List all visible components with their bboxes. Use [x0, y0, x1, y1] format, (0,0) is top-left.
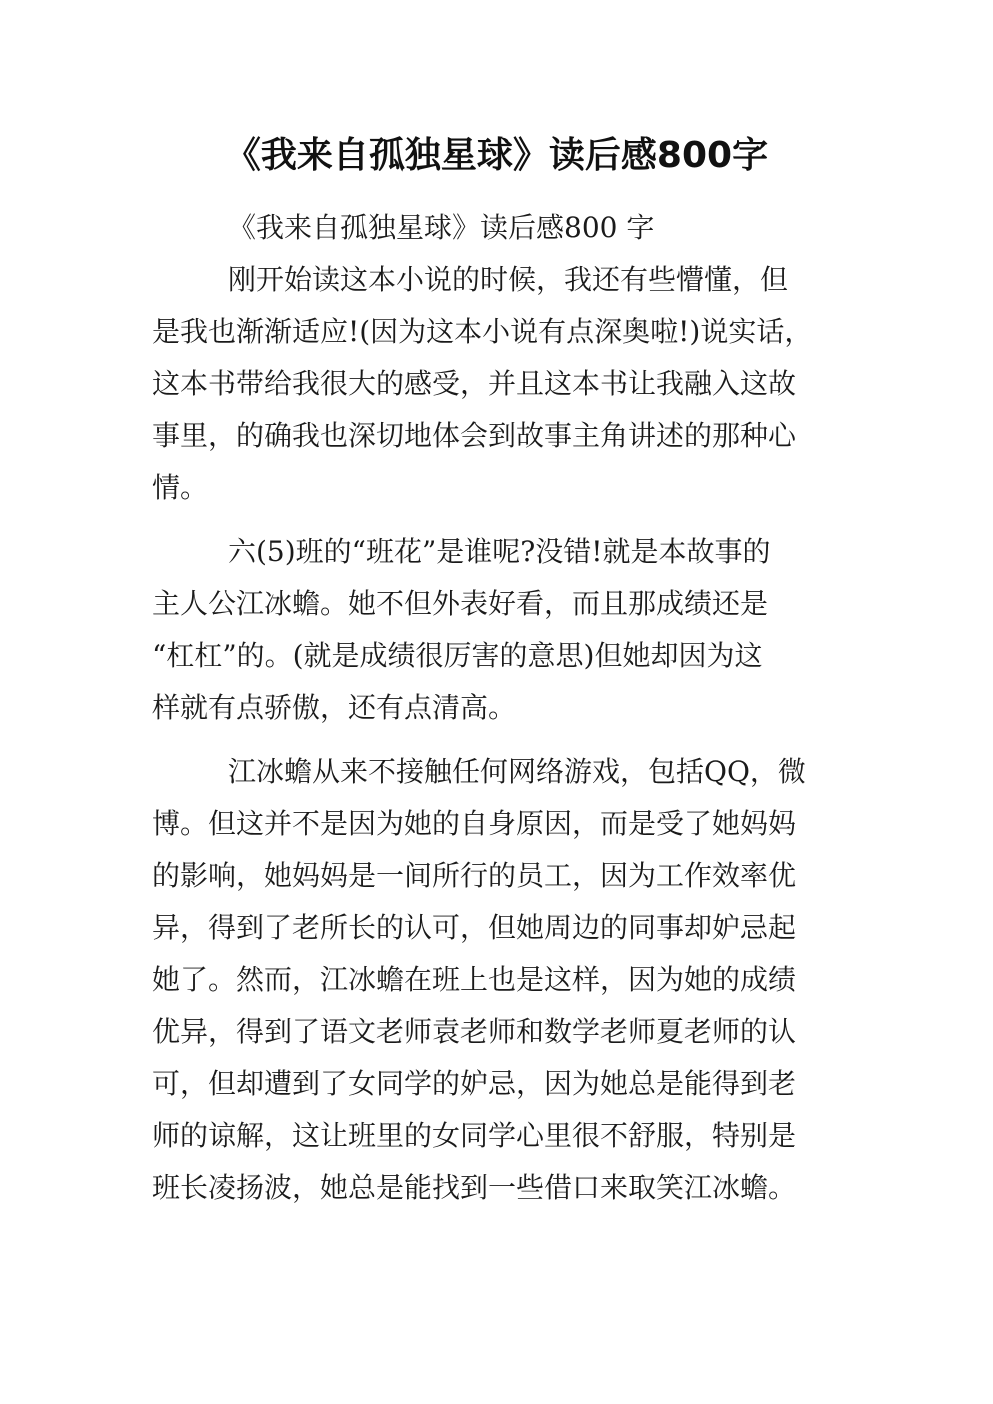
paragraph-2 — [152, 526, 852, 734]
paragraph-line: 她了。然而，江冰蟾在班上也是这样，因为她的成绩 — [152, 963, 797, 996]
paragraph-line: 刚开始读这本小说的时候，我还有些懵懂，但 — [228, 263, 789, 296]
paragraph-line: 异，得到了老所长的认可，但她周边的同事却妒忌起 — [152, 911, 797, 944]
paragraph-line: 师的谅解，这让班里的女同学心里很不舒服，特别是 — [152, 1119, 797, 1152]
paragraph-line: “杠杠”的。(就是成绩很厉害的意思)但她却因为这 — [152, 639, 763, 672]
paragraph-line: 江冰蟾从来不接触任何网络游戏，包括QQ，微 — [228, 755, 806, 788]
paragraph-line: 博。但这并不是因为她的自身原因，而是受了她妈妈 — [152, 807, 797, 840]
paragraph-3 — [152, 746, 852, 1214]
document-subtitle: 《我来自孤独星球》读后感800 字 — [228, 211, 655, 244]
paragraph-line: 班长凌扬波，她总是能找到一些借口来取笑江冰蟾。 — [152, 1171, 797, 1204]
paragraph-line: 情。 — [152, 471, 209, 504]
paragraph-1 — [152, 254, 852, 514]
document-body — [152, 202, 852, 1214]
paragraph-spacer — [152, 514, 852, 526]
paragraph-line: 样就有点骄傲，还有点清高。 — [152, 691, 517, 724]
paragraph-line: 事里，的确我也深切地体会到故事主角讲述的那种心 — [152, 419, 797, 452]
paragraph-line: 的影响，她妈妈是一间所行的员工，因为工作效率优 — [152, 859, 797, 892]
paragraph-line: 可，但却遭到了女同学的妒忌，因为她总是能得到老 — [152, 1067, 797, 1100]
paragraph-line: 优异，得到了语文老师袁老师和数学老师夏老师的认 — [152, 1015, 797, 1048]
paragraph-line: 主人公江冰蟾。她不但外表好看，而且那成绩还是 — [152, 587, 769, 620]
paragraph-spacer — [152, 734, 852, 746]
paragraph-line: 这本书带给我很大的感受，并且这本书让我融入这故 — [152, 367, 797, 400]
paragraph-line: 是我也渐渐适应!(因为这本小说有点深奥啦!)说实话， — [152, 315, 813, 348]
paragraph-line: 六(5)班的“班花”是谁呢?没错!就是本故事的 — [228, 535, 771, 568]
document-title: 《我来自孤独星球》读后感800字 — [224, 135, 769, 176]
